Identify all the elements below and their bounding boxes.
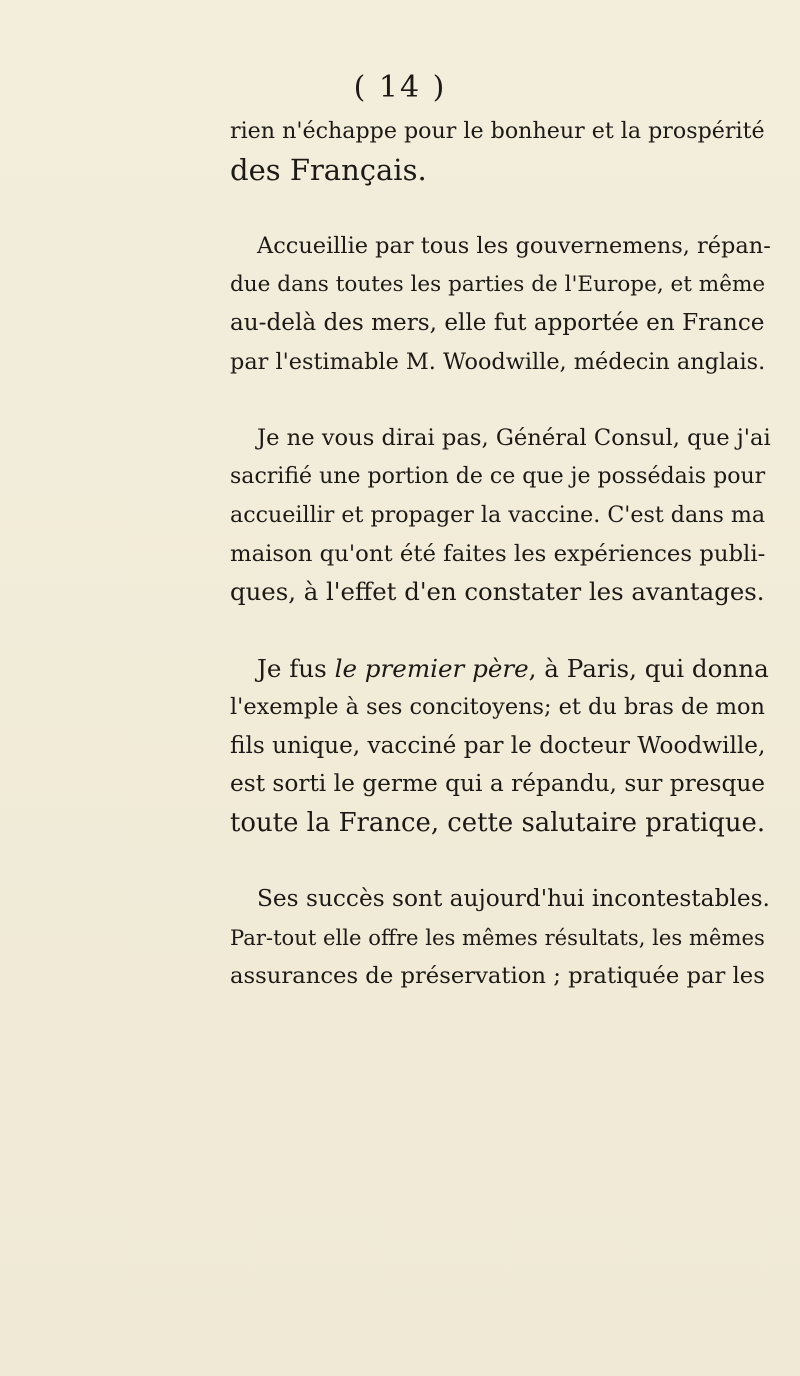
text-line: ques, à l'effet d'en constater les avantages.	[230, 577, 765, 606]
text-line	[230, 650, 769, 689]
text-line: assurances de préservation ; pratiquée par les	[230, 963, 765, 989]
text-line: est sorti le germe qui a répandu, sur presque	[230, 770, 766, 797]
text-line: Ses succès sont aujourd'hui incontestables.	[257, 885, 770, 912]
text-line: due dans toutes les parties de l'Europe, et même	[230, 271, 766, 297]
text-line: fils unique, vacciné par le docteur Woodwille,	[230, 732, 766, 759]
text-line: Accueillie par tous les gouvernemens, répan-	[257, 233, 771, 259]
paragraph-1	[230, 112, 765, 189]
text-line: Je ne vous dirai pas, Général Consul, que j'ai	[257, 425, 771, 451]
text-line: au-delà des mers, elle fut apportée en France	[230, 310, 765, 336]
paragraph-4	[230, 650, 769, 843]
italic-phrase: le premier père	[334, 653, 529, 683]
text-line: sacrifié une portion de ce que je possédais pour	[230, 463, 766, 489]
paragraph-2	[230, 227, 771, 381]
text-line: rien n'échappe pour le bonheur et la prospérité	[230, 118, 765, 144]
page-number: ( 14 )	[353, 70, 447, 105]
text-run: Je fus	[257, 653, 335, 683]
page-body	[230, 112, 771, 996]
paragraph-5	[230, 880, 770, 996]
text-line: par l'estimable M. Woodwille, médecin anglais.	[230, 348, 766, 375]
text-line: maison qu'ont été faites les expériences publi-	[230, 540, 766, 567]
text-line: Par-tout elle offre les mêmes résultats, les mêmes	[230, 924, 765, 950]
text-line: des Français.	[230, 152, 427, 187]
text-line: toute la France, cette salutaire pratique.	[230, 807, 766, 838]
text-line: l'exemple à ses concitoyens; et du bras de mon	[230, 694, 765, 720]
text-run: , à Paris, qui donna	[528, 653, 769, 683]
text-line: accueillir et propager la vaccine. C'est dans ma	[230, 502, 766, 528]
paragraph-3	[230, 419, 771, 612]
